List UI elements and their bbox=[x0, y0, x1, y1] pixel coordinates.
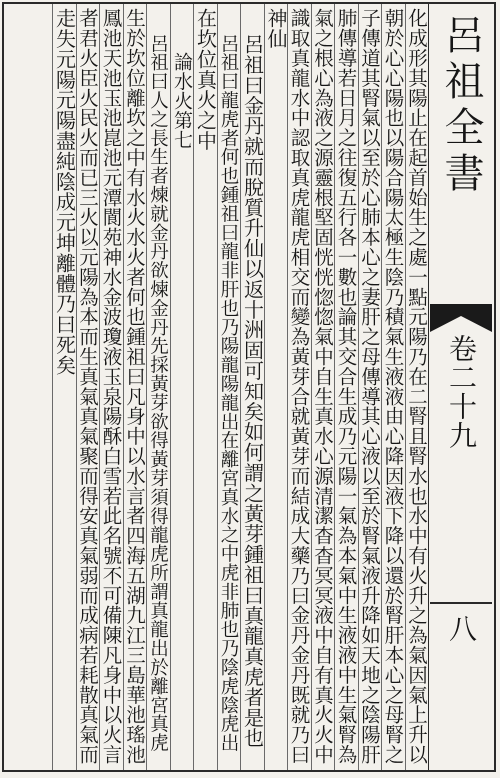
text-column bbox=[76, 4, 100, 770]
column-text: 識取真龍水中認取真虎龍虎相交而變為黃芽合就黃芽而結成大藥乃曰金丹金丹既就乃曰 bbox=[287, 8, 311, 765]
section-heading-column bbox=[170, 4, 194, 770]
margin-divider bbox=[430, 602, 492, 604]
column-text: 生於坎位離坎之中有水火水火者何也鍾祖曰凡身中以水言者四海五湖九江三島華池瑤池 bbox=[123, 8, 146, 765]
text-column bbox=[358, 4, 382, 770]
text-column bbox=[99, 4, 123, 770]
text-column bbox=[405, 4, 429, 770]
column-text: 呂祖曰人之長生者煉就金丹欲煉金丹先採黃芽欲得黃芽須得龍虎所謂真龍出於離宮真虎 bbox=[147, 34, 169, 753]
page-margin-strip bbox=[428, 4, 494, 770]
text-block bbox=[4, 4, 429, 770]
column-text: 氣之根心為液之源靈根堅固恍恍惚惚氣中自生真水心源清潔杳杳冥冥液中自有真火火中 bbox=[311, 8, 334, 765]
column-text: 走失元陽元陽盡純陰成元坤離體乃曰死矣 bbox=[52, 8, 77, 376]
column-text: 肺傳導若日月之往復五行各一數也論其交合生成乃元陽一氣為本氣中生液液中生氣腎為 bbox=[334, 8, 358, 765]
column-text: 鳳池天池玉池崑池元潭閬苑神水金波瓊液玉泉陽酥白雪若此名號不可備陳凡身中以火言 bbox=[99, 8, 123, 765]
text-column bbox=[217, 4, 241, 770]
text-column bbox=[287, 4, 311, 770]
column-text: 者君火臣火民火而已三火以元陽為本而生真氣真氣聚而得安真氣弱而成病若耗散真氣而 bbox=[76, 8, 99, 765]
text-column bbox=[264, 4, 288, 770]
text-column bbox=[123, 4, 147, 770]
column-text: 化成形其陽止在起首始生之處一點元陽乃在二腎且腎水也水中有火升之為氣因氣上升以 bbox=[405, 8, 428, 765]
column-text: 神仙 bbox=[264, 8, 288, 49]
text-column bbox=[381, 4, 405, 770]
fish-tail-mark-icon bbox=[430, 304, 492, 332]
column-text: 呂祖曰龍虎者何也鍾祖曰龍非肝也乃陽龍陽龍出在離宮真水之中虎非肺也乃陰虎陰虎出 bbox=[218, 34, 239, 753]
text-column bbox=[240, 4, 264, 770]
section-heading: 論水火第七 bbox=[171, 52, 193, 149]
book-title: 呂祖全書 bbox=[438, 14, 484, 198]
volume-label: 卷二十九 bbox=[445, 334, 478, 450]
text-column bbox=[193, 4, 217, 770]
text-column bbox=[146, 4, 170, 770]
column-text: 子傳道其腎氣以至於心肺本心之妻肝之母傳導其心液以至於腎氣液升降如天地之陰陽肝 bbox=[358, 8, 381, 765]
text-column bbox=[311, 4, 335, 770]
column-text: 在坎位真火之中 bbox=[193, 8, 218, 151]
column-text: 呂祖曰金丹就而脫質升仙以返十洲固可知矣如何謂之黃芽鍾祖曰真龍真虎者是也 bbox=[240, 34, 265, 748]
text-column bbox=[52, 4, 76, 770]
column-text: 朝於心心陽也以陽合陽太極生陰乃積氣生液液由心降因液下降以還於腎肝本心之母腎之 bbox=[381, 8, 405, 765]
page-number: 八 bbox=[445, 614, 478, 642]
text-column bbox=[334, 4, 358, 770]
